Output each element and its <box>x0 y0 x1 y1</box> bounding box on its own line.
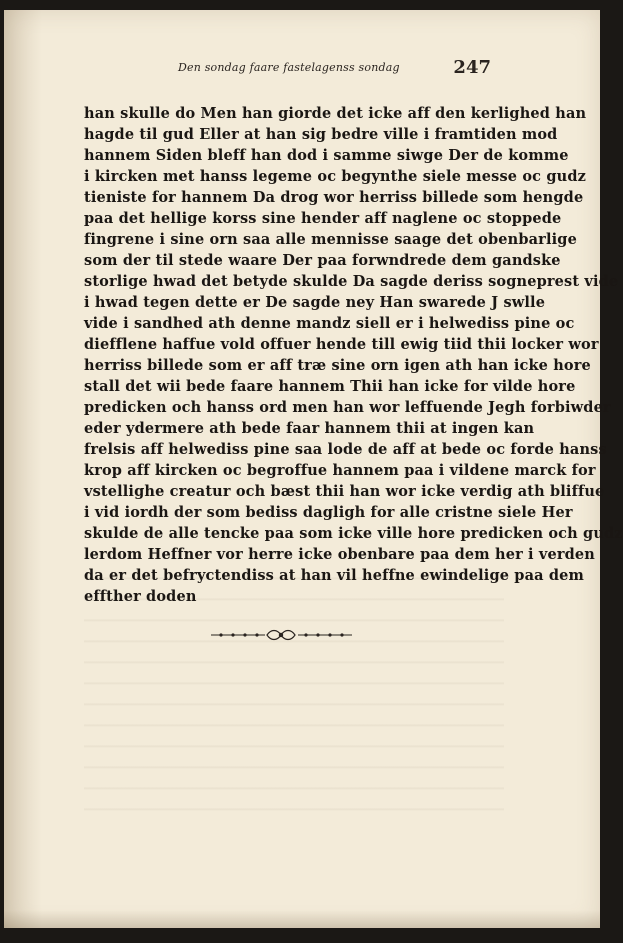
body-text <box>84 103 623 607</box>
running-title: Den sondag faare fastelagenss sondag <box>178 61 400 74</box>
text-line: herriss billede som er aff træ sine orn igen ath han icke hore <box>84 357 591 374</box>
text-line: krop aff kircken oc begroffue hannem paa i vildene marck for <box>84 462 596 479</box>
text-line: hagde til gud Eller at han sig bedre ville i framtiden mod <box>84 126 558 143</box>
text-line: vstellighe creatur och bæst thii han wor icke verdig ath bliffue <box>84 483 605 500</box>
text-line: han skulle do Men han giorde det icke aff den kerlighed han <box>84 105 587 122</box>
text-line: skulde de alle tencke paa som icke ville hore predicken och gudz <box>84 525 623 542</box>
book-page <box>4 10 623 928</box>
page-header <box>82 57 491 79</box>
text-line: da er det befryctendiss at han vil heffne ewindelige paa dem <box>84 567 585 584</box>
text-line: diefflene haffue vold offuer hende till ewig tiid thii locker wor <box>84 336 599 353</box>
text-line: lerdom Heffner vor herre icke obenbare paa dem her i verden <box>84 546 596 563</box>
reverse-side-bleed-through <box>84 570 504 820</box>
text-line: predicken och hanss ord men han wor leffuende Jegh forbiwder <box>84 399 611 416</box>
text-line: paa det hellige korss sine hender aff naglene oc stoppede <box>84 210 562 227</box>
text-line: stall det wii bede faare hannem Thii han icke for vilde hore <box>84 378 576 395</box>
text-line: i kircken met hanss legeme oc begynthe siele messe oc gudz <box>84 168 587 185</box>
text-line: eder ydermere ath bede faar hannem thii at ingen kan <box>84 420 535 437</box>
text-line: i vid iordh der som bediss dagligh for alle cristne siele Her <box>84 504 573 521</box>
text-line: i hwad tegen dette er De sagde ney Han swarede J swlle <box>84 294 546 311</box>
decorative-divider-icon <box>209 627 354 643</box>
page-number: 247 <box>453 57 491 78</box>
text-line: tieniste for hannem Da drog wor herriss billede som hengde <box>84 189 584 206</box>
page-bottom-shadow <box>4 910 600 928</box>
text-line: vide i sandhed ath denne mandz siell er i helwediss pine oc <box>84 315 575 332</box>
page-gutter-shadow <box>4 10 42 928</box>
text-line: storlige hwad det betyde skulde Da sagde deriss sogneprest vide <box>84 273 619 290</box>
text-line: effther doden <box>84 588 197 605</box>
text-line: hannem Siden bleff han dod i samme siwge Der de komme <box>84 147 569 164</box>
text-line: fingrene i sine orn saa alle mennisse saage det obenbarlige <box>84 231 577 248</box>
text-line: som der til stede waare Der paa forwndrede dem gandske <box>84 252 561 269</box>
text-line: frelsis aff helwediss pine saa lode de aff at bede oc forde hanss <box>84 441 607 458</box>
